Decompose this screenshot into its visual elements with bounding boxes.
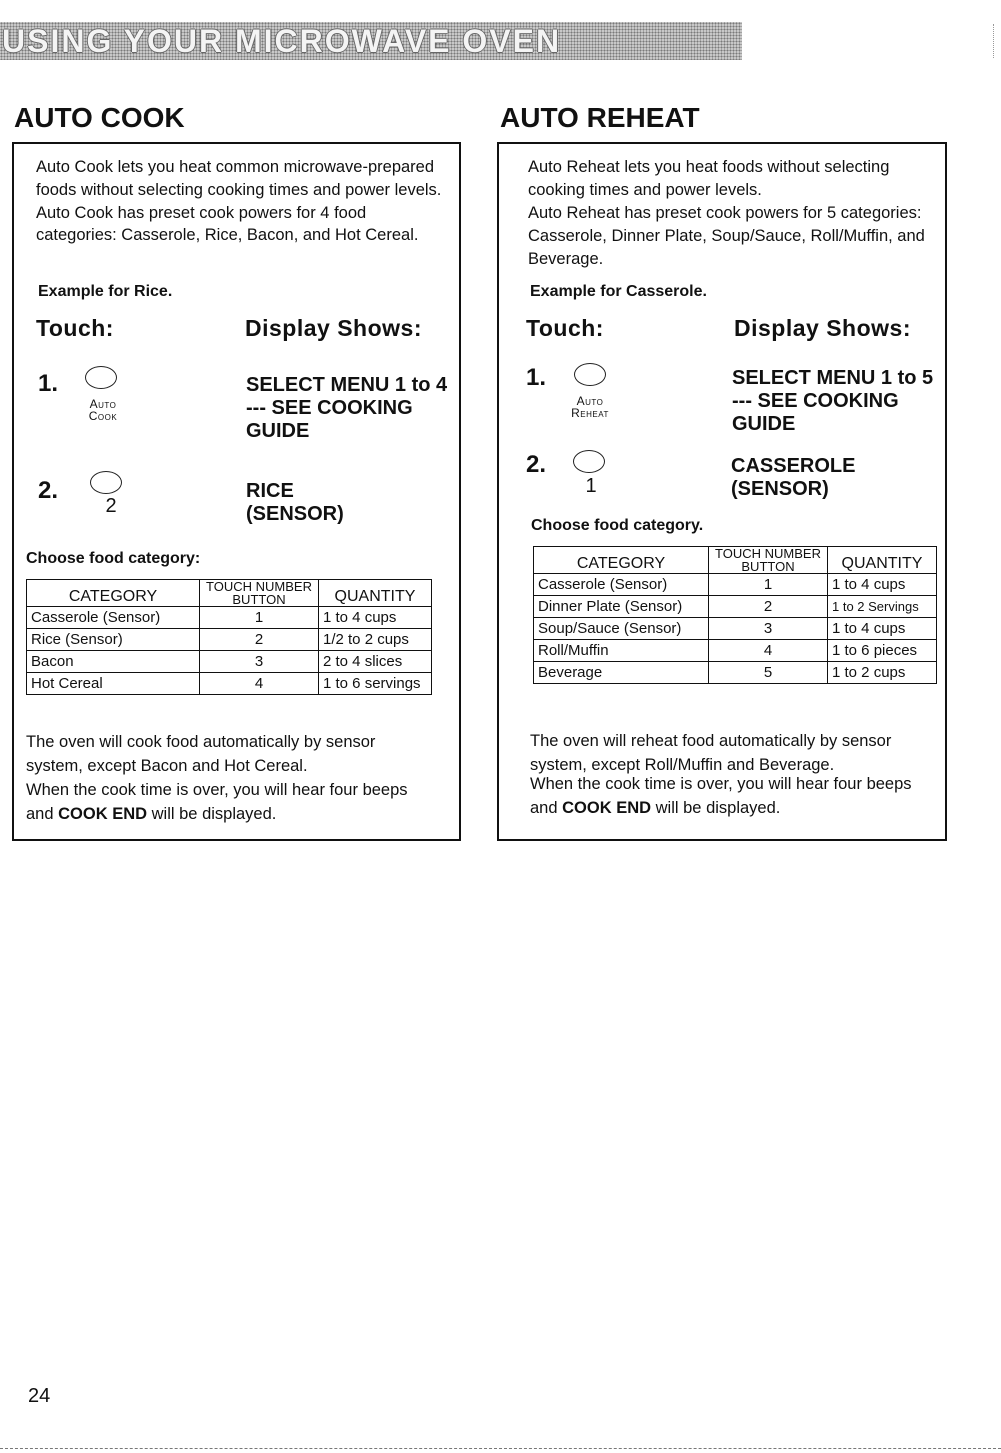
quantity-cell: 1 to 2 cups — [828, 662, 937, 684]
auto-reheat-pad-label-line2: Reheat — [571, 406, 609, 420]
auto-reheat-title: AUTO REHEAT — [500, 102, 700, 133]
auto-reheat-intro-2: Auto Reheat has preset cook powers for 5 categories: Casserole, Dinner Plate, Soup/Sauce, Roll/Muffin, and Beverage. — [528, 204, 925, 268]
auto-reheat-step2-display: CASSEROLE (SENSOR) — [731, 455, 856, 500]
table-row — [534, 574, 937, 596]
auto-cook-intro: Auto Cook lets you heat common microwave-prepared foods without selecting cooking times and power levels. Auto Cook has preset cook powers for 4 food categories: Casserole, Rice, Bacon, and Hot Cereal. — [36, 158, 442, 245]
auto-reheat-pad-label — [560, 395, 620, 419]
category-cell: Roll/Muffin — [534, 640, 709, 662]
col-quantity: QUANTITY — [319, 580, 432, 607]
button-cell: 2 — [200, 629, 319, 651]
col-quantity: QUANTITY — [828, 547, 937, 574]
col-touch-number — [200, 580, 319, 607]
category-cell: Beverage — [534, 662, 709, 684]
button-cell: 4 — [709, 640, 828, 662]
category-cell: Casserole (Sensor) — [27, 607, 200, 629]
auto-cook-note-end-pre: When the cook time is over, you will hear four beeps and — [26, 781, 408, 823]
auto-reheat-choose: Choose food category. — [531, 517, 704, 534]
auto-reheat-example: Example for Casserole. — [530, 283, 707, 300]
auto-reheat-note-end-pre: When the cook time is over, you will hear four beeps and — [530, 775, 912, 817]
table-row — [27, 607, 432, 629]
button-cell: 2 — [709, 596, 828, 618]
col-touch-line1: TOUCH NUMBER — [206, 579, 312, 594]
quantity-cell: 1 to 6 pieces — [828, 640, 937, 662]
button-cell: 1 — [200, 607, 319, 629]
auto-reheat-display-header: Display Shows: — [734, 315, 911, 341]
banner-title: USING YOUR MICROWAVE OVEN — [2, 23, 562, 59]
col-touch-number — [709, 547, 828, 574]
section-banner — [0, 22, 742, 60]
button-cell: 1 — [709, 574, 828, 596]
number-pad-1-button[interactable] — [573, 450, 605, 473]
auto-cook-cook-end: COOK END — [58, 805, 148, 823]
auto-reheat-pad-label-line1: Auto — [576, 394, 604, 408]
auto-cook-category-table — [26, 579, 432, 695]
auto-cook-title: AUTO COOK — [14, 102, 185, 133]
col-category: CATEGORY — [534, 547, 709, 574]
auto-reheat-touch-header: Touch: — [526, 315, 604, 341]
button-cell: 3 — [200, 651, 319, 673]
table-row — [27, 629, 432, 651]
auto-reheat-note-end — [530, 772, 930, 820]
category-cell: Bacon — [27, 651, 200, 673]
auto-cook-pad-label — [82, 398, 124, 422]
auto-reheat-note-end-post: will be displayed. — [651, 799, 781, 817]
auto-cook-pad-button[interactable] — [85, 366, 117, 389]
col-touch-line2: BUTTON — [741, 559, 795, 574]
quantity-cell: 2 to 4 slices — [319, 651, 432, 673]
col-touch-line2: BUTTON — [232, 592, 286, 607]
button-cell: 3 — [709, 618, 828, 640]
table-row — [534, 596, 937, 618]
category-cell: Rice (Sensor) — [27, 629, 200, 651]
quantity-cell: 1 to 2 Servings — [828, 596, 937, 618]
button-cell: 4 — [200, 673, 319, 695]
page-edge-mark — [993, 24, 1000, 58]
auto-reheat-step2-number: 2. — [526, 451, 547, 478]
table-row — [27, 673, 432, 695]
auto-reheat-note-sensor: The oven will reheat food automatically by sensor system, except Roll/Muffin and Beverage. — [530, 732, 892, 774]
col-category: CATEGORY — [27, 580, 200, 607]
number-pad-1-digit: 1 — [585, 475, 597, 497]
category-cell: Soup/Sauce (Sensor) — [534, 618, 709, 640]
category-cell: Dinner Plate (Sensor) — [534, 596, 709, 618]
auto-reheat-intro-1: Auto Reheat lets you heat foods without selecting cooking times and power levels. — [528, 158, 890, 199]
quantity-cell: 1/2 to 2 cups — [319, 629, 432, 651]
col-touch-line1: TOUCH NUMBER — [715, 546, 821, 561]
auto-reheat-step1-number: 1. — [526, 364, 547, 391]
table-row — [27, 651, 432, 673]
auto-cook-choose: Choose food category: — [26, 550, 201, 567]
bottom-rule — [0, 1448, 1001, 1449]
quantity-cell: 1 to 4 cups — [828, 574, 937, 596]
button-cell: 5 — [709, 662, 828, 684]
auto-cook-note-end-post: will be displayed. — [147, 805, 277, 823]
auto-cook-pad-label-line1: Auto — [89, 397, 117, 411]
quantity-cell: 1 to 4 cups — [319, 607, 432, 629]
number-pad-2-button[interactable] — [90, 471, 122, 494]
auto-cook-note-sensor: The oven will cook food automatically by sensor system, except Bacon and Hot Cereal. — [26, 733, 376, 775]
auto-cook-pad-label-line2: Cook — [88, 409, 118, 423]
quantity-cell: 1 to 4 cups — [828, 618, 937, 640]
auto-reheat-cook-end: COOK END — [562, 799, 652, 817]
auto-cook-touch-header: Touch: — [36, 315, 114, 341]
table-header-row — [534, 547, 937, 574]
auto-cook-step2-number: 2. — [38, 477, 59, 504]
auto-cook-example: Example for Rice. — [38, 283, 173, 300]
quantity-cell: 1 to 6 servings — [319, 673, 432, 695]
table-row — [534, 662, 937, 684]
auto-cook-step1-number: 1. — [38, 370, 59, 397]
auto-cook-display-header: Display Shows: — [245, 315, 422, 341]
page-number: 24 — [28, 1385, 51, 1407]
table-row — [534, 618, 937, 640]
auto-cook-step1-display: SELECT MENU 1 to 4 --- SEE COOKING GUIDE — [246, 374, 448, 442]
category-cell: Casserole (Sensor) — [534, 574, 709, 596]
number-pad-2-digit: 2 — [105, 495, 117, 517]
table-row — [534, 640, 937, 662]
auto-cook-step2-display: RICE (SENSOR) — [246, 480, 344, 525]
auto-reheat-category-table — [533, 546, 937, 684]
category-cell: Hot Cereal — [27, 673, 200, 695]
auto-reheat-pad-button[interactable] — [574, 363, 606, 386]
auto-cook-note-end — [26, 778, 426, 826]
auto-reheat-step1-display: SELECT MENU 1 to 5 --- SEE COOKING GUIDE — [732, 367, 934, 435]
table-header-row — [27, 580, 432, 607]
